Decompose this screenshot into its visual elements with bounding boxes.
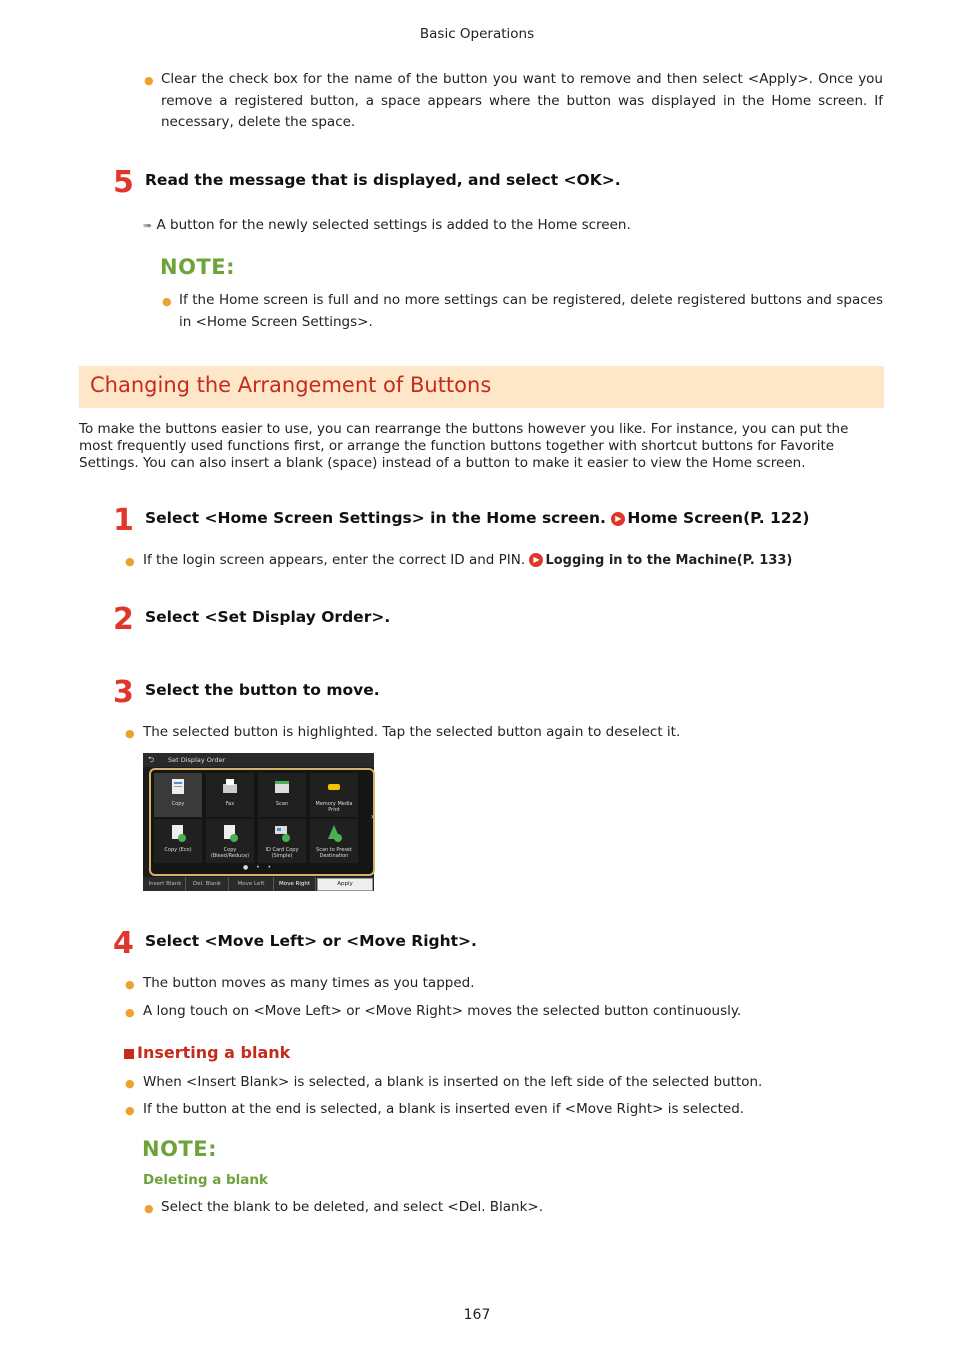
tile-label: Scan	[275, 801, 289, 807]
tile-label: ID Card Copy (Simple)	[265, 847, 299, 859]
inserting-heading	[124, 1043, 290, 1062]
fax-icon	[222, 778, 238, 796]
bullet-icon: ●	[125, 1077, 135, 1090]
tile-copy-eco[interactable]	[154, 819, 202, 863]
step-result-text: A button for the newly selected settings is added to the Home screen.	[156, 217, 631, 233]
step-bullet	[143, 550, 792, 572]
apply-button[interactable]: Apply	[317, 878, 373, 891]
tile-memory-media-print[interactable]	[310, 773, 358, 817]
bullet-icon: ●	[144, 1202, 154, 1215]
note-title: NOTE:	[160, 255, 235, 279]
step-text: Select <Move Left> or <Move Right>.	[145, 932, 477, 950]
tile-label: Fax	[225, 801, 235, 807]
usb-memory-icon	[326, 778, 342, 796]
tile-label: Copy (Bleed/Reduce)	[210, 847, 250, 859]
step-number: 2	[113, 602, 134, 637]
bullet-icon: ●	[125, 1006, 135, 1019]
inserting-heading-text: Inserting a blank	[137, 1043, 291, 1062]
tile-scan-to-preset[interactable]	[310, 819, 358, 863]
tile-label: Scan to Preset Destination	[316, 847, 352, 859]
note-title: NOTE:	[142, 1137, 217, 1161]
note-bullet-text: If the Home screen is full and no more settings can be registered, delete registered buttons and spaces in <Home Screen Settings>.	[179, 292, 883, 330]
page-indicator: ● • •	[243, 864, 275, 871]
login-link[interactable]: Logging in to the Machine(P. 133)	[545, 553, 793, 568]
square-bullet-icon	[124, 1049, 134, 1059]
note-bullet-text: Select the blank to be deleted, and select <Del. Blank>.	[161, 1199, 544, 1215]
step-text: Read the message that is displayed, and select <OK>.	[145, 171, 621, 189]
section-intro: To make the buttons easier to use, you can rearrange the buttons however you like. For instance, you can put the most frequently used functions first, or arrange the function buttons together with shortcut buttons for Favorite Settings. You can also insert a blank (space) instead of a button to make it easier to view the Home screen.	[79, 421, 849, 471]
step-text: Select <Set Display Order>.	[145, 608, 391, 626]
copy-bleed-icon	[222, 824, 238, 842]
tile-id-card-copy[interactable]	[258, 819, 306, 863]
step-bullet-text: The selected button is highlighted. Tap the selected button again to deselect it.	[143, 724, 681, 740]
step-number: 3	[113, 675, 134, 710]
bullet-icon: ●	[125, 1104, 135, 1117]
scan-preset-icon	[326, 824, 342, 842]
step-text-main: Select <Home Screen Settings> in the Home screen.	[145, 509, 606, 527]
step-result	[143, 215, 631, 237]
move-right-button[interactable]: Move Right	[274, 877, 316, 891]
tile-fax[interactable]	[206, 773, 254, 817]
button-grid	[149, 768, 375, 876]
step-bullet-text: A long touch on <Move Left> or <Move Right> moves the selected button continuously.	[143, 1003, 742, 1019]
link-arrow-icon: ▶	[611, 512, 625, 526]
step-bullet-text: The button moves as many times as you tapped.	[143, 975, 475, 991]
bullet-icon: ●	[144, 74, 154, 87]
result-arrow-icon: ➠	[143, 219, 153, 232]
running-header: Basic Operations	[419, 26, 535, 42]
bullet-icon: ●	[162, 295, 172, 308]
step-text: Select the button to move.	[145, 681, 380, 699]
page-number: 167	[463, 1307, 491, 1323]
display-order-screenshot	[143, 753, 374, 891]
step-number: 4	[113, 926, 134, 961]
id-card-icon	[274, 824, 290, 842]
section-title: Changing the Arrangement of Buttons	[90, 373, 492, 397]
link-arrow-icon: ▶	[529, 553, 543, 567]
copy-icon	[170, 778, 186, 796]
bullet-icon: ●	[125, 555, 135, 568]
back-icon[interactable]: ⮌	[148, 755, 155, 764]
tile-copy[interactable]	[154, 773, 202, 817]
intro-bullet-text: Clear the check box for the name of the button you want to remove and then select <Apply>. Once you remove a registered button, a space appears where the button was displayed in the Home screen. If necessary, delete the space.	[161, 71, 883, 130]
step-number: 5	[113, 165, 134, 200]
step-number: 1	[113, 503, 134, 538]
note-subtitle: Deleting a blank	[143, 1172, 269, 1188]
bullet-icon: ●	[125, 978, 135, 991]
next-page-chevron-icon[interactable]: ›	[370, 812, 374, 821]
bottom-button-bar	[143, 877, 374, 891]
screen-title: Set Display Order	[168, 756, 226, 764]
tile-label: Copy (Eco)	[164, 847, 192, 853]
bullet-icon: ●	[125, 727, 135, 740]
tile-label: Memory Media Print	[315, 801, 353, 813]
inserting-bullet-text: If the button at the end is selected, a blank is inserted even if <Move Right> is selected.	[143, 1101, 745, 1117]
insert-blank-button[interactable]: Insert Blank	[145, 877, 186, 891]
scan-icon	[274, 778, 290, 796]
tile-copy-bleed-reduce[interactable]	[206, 819, 254, 863]
copy-eco-icon	[170, 824, 186, 842]
del-blank-button[interactable]: Del. Blank	[186, 877, 229, 891]
screen-title-bar	[143, 753, 374, 767]
home-screen-link[interactable]: Home Screen(P. 122)	[627, 509, 810, 527]
move-left-button[interactable]: Move Left	[229, 877, 274, 891]
inserting-bullet-text: When <Insert Blank> is selected, a blank is inserted on the left side of the selected button.	[143, 1074, 763, 1090]
tile-scan[interactable]	[258, 773, 306, 817]
step-bullet-text: If the login screen appears, enter the correct ID and PIN.	[143, 552, 526, 568]
tile-label: Copy	[171, 801, 185, 807]
step-text	[145, 509, 809, 527]
